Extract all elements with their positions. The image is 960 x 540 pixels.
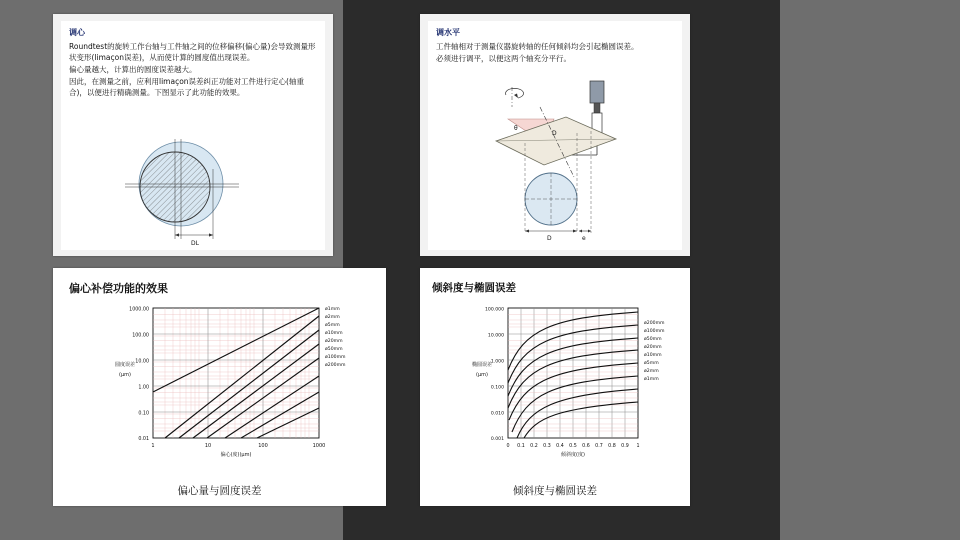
paragraph: 工件轴相对于测量仪器旋转轴的任何倾斜均会引起椭圆误差。 — [436, 42, 639, 51]
svg-text:ø50mm: ø50mm — [325, 347, 343, 352]
svg-text:0.2: 0.2 — [530, 444, 538, 449]
svg-text:0.4: 0.4 — [556, 444, 564, 449]
svg-text:0.5: 0.5 — [569, 444, 577, 449]
svg-text:100.000: 100.000 — [485, 307, 504, 313]
svg-text:100.00: 100.00 — [132, 333, 149, 339]
svg-text:10: 10 — [204, 443, 212, 449]
panel-eccentricity-chart — [53, 268, 386, 506]
panel-tilt-chart — [420, 268, 690, 506]
svg-text:1: 1 — [151, 443, 155, 449]
diagram-label-dl: DL — [191, 240, 199, 247]
chart-caption: 偏心量与圆度误差 — [177, 485, 262, 497]
paragraph: 偏心量越大，计算出的圆度误差越大。 — [69, 64, 197, 74]
chart-caption: 倾斜度与椭圆误差 — [513, 485, 597, 497]
svg-text:0.100: 0.100 — [490, 385, 504, 391]
svg-text:ø5mm: ø5mm — [325, 323, 340, 328]
eccentricity-chart — [53, 296, 386, 471]
svg-text:0.10: 0.10 — [138, 411, 149, 417]
svg-text:倾斜度(度): 倾斜度(度) — [561, 452, 585, 458]
svg-text:e: e — [582, 235, 586, 241]
svg-text:ø5mm: ø5mm — [644, 361, 659, 366]
svg-text:0.8: 0.8 — [608, 444, 616, 449]
svg-text:0.1: 0.1 — [517, 444, 525, 449]
svg-text:0.010: 0.010 — [490, 411, 504, 417]
svg-text:(μm): (μm) — [476, 372, 488, 378]
svg-text:10.000: 10.000 — [487, 333, 504, 339]
tilted-workpiece-diagram — [448, 73, 678, 241]
svg-text:椭圆误差: 椭圆误差 — [471, 362, 493, 368]
svg-text:1.00: 1.00 — [138, 385, 149, 391]
paragraph: 因此，在测量之前，应利用limaçon误差纠正功能对工件进行定心(轴重合)，以便进行精确测量。下图显示了此功能的效果。 — [69, 76, 304, 97]
svg-text:1000.00: 1000.00 — [129, 307, 149, 313]
svg-text:ø1mm: ø1mm — [644, 377, 659, 382]
svg-text:0: 0 — [506, 444, 510, 449]
svg-text:100: 100 — [258, 443, 268, 449]
panel-leveling-body — [436, 42, 674, 65]
svg-text:ø2mm: ø2mm — [325, 315, 340, 320]
svg-text:(μm): (μm) — [119, 372, 131, 378]
svg-text:ø50mm: ø50mm — [644, 337, 662, 342]
svg-text:ø100mm: ø100mm — [644, 329, 665, 334]
svg-text:ø20mm: ø20mm — [644, 345, 662, 350]
svg-text:ø10mm: ø10mm — [644, 353, 662, 358]
svg-text:ø10mm: ø10mm — [325, 331, 343, 336]
svg-text:ø20mm: ø20mm — [325, 339, 343, 344]
panel-leveling — [420, 14, 690, 256]
paragraph: 必须进行调平，以便这两个轴充分平行。 — [436, 53, 571, 63]
svg-text:D: D — [547, 235, 552, 241]
panel-centering-body — [69, 42, 317, 98]
svg-text:0.6: 0.6 — [582, 444, 590, 449]
svg-text:0.7: 0.7 — [595, 444, 603, 449]
chart-title: 偏心补偿功能的效果 — [69, 282, 168, 295]
svg-text:0.01: 0.01 — [138, 437, 149, 442]
svg-text:1000: 1000 — [312, 443, 326, 449]
svg-text:θ: θ — [514, 125, 518, 132]
panel-centering — [53, 14, 333, 256]
svg-text:ø2mm: ø2mm — [644, 369, 659, 374]
eccentric-circle-diagram — [103, 139, 288, 249]
svg-text:10.00: 10.00 — [135, 359, 149, 365]
svg-text:D: D — [552, 130, 557, 137]
chart-title: 倾斜度与椭圆误差 — [432, 282, 516, 294]
svg-text:1.000: 1.000 — [490, 359, 504, 365]
svg-text:ø100mm: ø100mm — [325, 355, 346, 360]
svg-text:ø200mm: ø200mm — [325, 363, 346, 368]
svg-text:0.3: 0.3 — [543, 444, 551, 449]
panel-leveling-title: 调水平 — [436, 28, 460, 37]
paragraph: Roundtest的旋转工作台轴与工件轴之间的位移偏移(偏心量)会导致测量形状变形(limaçon误差)，从而使计算的圆度值出现误差。 — [69, 42, 316, 62]
svg-text:0.9: 0.9 — [621, 444, 629, 449]
svg-text:0.001: 0.001 — [490, 437, 504, 442]
panel-centering-title: 调心 — [69, 28, 85, 37]
tilt-chart — [420, 294, 690, 474]
svg-text:1: 1 — [636, 444, 640, 449]
svg-text:ø1mm: ø1mm — [325, 307, 340, 312]
svg-text:圆度误差: 圆度误差 — [114, 362, 136, 368]
svg-text:ø200mm: ø200mm — [644, 321, 665, 326]
svg-text:偏心(度)(μm): 偏心(度)(μm) — [220, 452, 252, 458]
